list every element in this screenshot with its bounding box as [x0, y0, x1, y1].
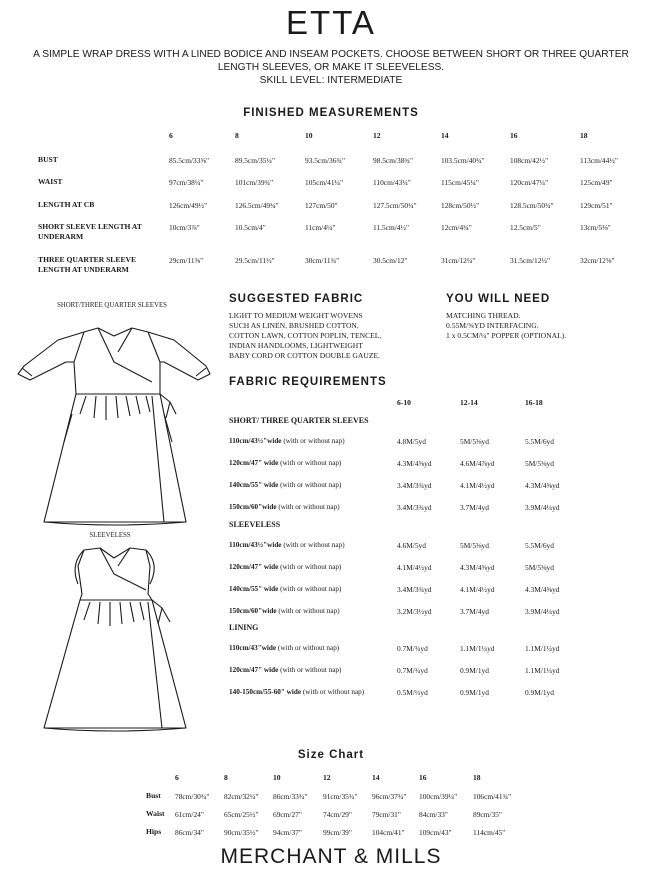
- fabric-amount: 4.3M/4⅝yd: [460, 563, 495, 572]
- fabric-amount: 0.9M/1yd: [460, 688, 489, 697]
- measurement-value: 128.5cm/50¾": [510, 201, 554, 210]
- measurement-value: 89.5cm/35¼": [235, 156, 275, 165]
- fabric-width: 110cm/43"wide: [229, 644, 277, 652]
- fabric-amount: 1.1M/1¼yd: [525, 666, 560, 675]
- measurement-value: 10.5cm/4": [235, 223, 266, 232]
- size-chart-value: 78cm/30¾": [175, 792, 210, 801]
- fabric-width-label: [229, 585, 341, 593]
- fabric-amount: 3.2M/3½yd: [397, 607, 432, 616]
- fabric-amount: 5M/5⅜yd: [460, 541, 489, 550]
- measurement-value: 127.5cm/50¼": [373, 201, 417, 210]
- measurement-value: 32cm/12⅝": [580, 256, 615, 265]
- measurement-value: 11cm/4¼": [305, 223, 336, 232]
- fabric-amount: 4.6M/4⅞yd: [460, 459, 495, 468]
- fabric-width: 120cm/47" wide: [229, 563, 279, 571]
- fabric-group-title: SLEEVELESS: [229, 520, 281, 529]
- measurement-value: 120cm/47¼": [510, 178, 549, 187]
- size-chart-value: 65cm/25½": [224, 810, 259, 819]
- size-header: 18: [473, 773, 481, 782]
- fabric-amount: 4.1M/4½yd: [460, 481, 495, 490]
- dress-sleeveless-illustration: [14, 544, 214, 734]
- fabric-group-title: SHORT/ THREE QUARTER SLEEVES: [229, 416, 369, 425]
- fabric-amount: 3.7M/4yd: [460, 607, 489, 616]
- fabric-amount: 4.6M/5yd: [397, 541, 426, 550]
- measurement-value: 105cm/41¼": [305, 178, 344, 187]
- fabric-line: SUCH AS LINEN, BRUSHED COTTON,: [229, 321, 359, 330]
- fabric-group-title: LINING: [229, 623, 259, 632]
- size-chart-value: 84cm/33": [419, 810, 448, 819]
- measurement-value: 30.5cm/12": [373, 256, 408, 265]
- fabric-line: INDIAN HANDLOOMS, LIGHTWEIGHT: [229, 341, 363, 350]
- fabric-width-label: [229, 688, 364, 696]
- fabric-width: 150cm/60"wide: [229, 607, 277, 615]
- fabric-width-label: [229, 481, 341, 489]
- measurement-value: 127cm/50": [305, 201, 338, 210]
- measurement-label: WAIST: [38, 177, 63, 186]
- size-chart-value: 99cm/39": [323, 828, 352, 837]
- size-header: 6: [175, 773, 179, 782]
- fabric-amount: 4.1M/4½yd: [397, 563, 432, 572]
- size-header: 16: [419, 773, 427, 782]
- fabric-amount: 0.7M/¾yd: [397, 666, 428, 675]
- nap-note: (with or without nap): [276, 644, 340, 652]
- size-chart-value: 106cm/41¾": [473, 792, 512, 801]
- size-range-header: 6-10: [397, 398, 411, 407]
- size-range-header: 12-14: [460, 398, 478, 407]
- fabric-amount: 3.4M/3¾yd: [397, 481, 432, 490]
- figure-label-sleeved: SHORT/THREE QUARTER SLEEVES: [57, 302, 167, 309]
- size-chart-value: 96cm/37¾": [372, 792, 407, 801]
- fabric-width-label: [229, 459, 341, 467]
- size-header: 18: [580, 131, 588, 140]
- measurement-value: 115cm/45¼": [441, 178, 479, 187]
- fabric-line: BABY CORD OR COTTON DOUBLE GAUZE.: [229, 351, 381, 360]
- figure-label-sleeveless: SLEEVELESS: [89, 532, 131, 539]
- measurement-value: 12cm/4¾": [441, 223, 472, 232]
- size-chart-value: 74cm/29": [323, 810, 352, 819]
- size-chart-value: 91cm/35¾": [323, 792, 358, 801]
- nap-note: (with or without nap): [278, 459, 342, 467]
- measurement-value: 113cm/44½": [580, 156, 618, 165]
- fabric-amount: 5M/5⅜yd: [525, 563, 554, 572]
- fabric-amount: 3.4M/3¾yd: [397, 503, 432, 512]
- fabric-amount: 5.5M/6yd: [525, 541, 554, 550]
- size-chart-label: Bust: [146, 791, 161, 800]
- measurement-label: THREE QUARTER SLEEVE LENGTH AT UNDERARM: [38, 255, 137, 274]
- fabric-amount: 4.3M/4⅝yd: [525, 585, 560, 594]
- size-header: 8: [224, 773, 228, 782]
- fabric-width: 150cm/60"wide: [229, 503, 277, 511]
- fabric-amount: 0.5M/½yd: [397, 688, 428, 697]
- fabric-width-label: [229, 644, 339, 652]
- measurement-value: 125cm/49": [580, 178, 613, 187]
- fabric-width-label: [229, 437, 345, 445]
- measurement-label: LENGTH AT CB: [38, 200, 95, 209]
- nap-note: (with or without nap): [278, 666, 342, 674]
- size-chart-value: 90cm/35½": [224, 828, 259, 837]
- nap-note: (with or without nap): [278, 563, 342, 571]
- fabric-width: 110cm/43½"wide: [229, 541, 282, 549]
- measurement-value: 29cm/11⅜": [169, 256, 204, 265]
- size-chart-value: 100cm/39¼": [419, 792, 458, 801]
- fabric-amount: 5.5M/6yd: [525, 437, 554, 446]
- size-chart-value: 79cm/31": [372, 810, 401, 819]
- size-header: 10: [305, 131, 313, 140]
- size-header: 14: [441, 131, 449, 140]
- dress-sleeved-illustration: [14, 322, 214, 530]
- measurement-label: BUST: [38, 155, 58, 164]
- description: [0, 48, 662, 87]
- measurement-value: 11.5cm/4½": [373, 223, 409, 232]
- fabric-amount: 3.4M/3¾yd: [397, 585, 432, 594]
- brand-logo: MERCHANT & MILLS: [220, 845, 442, 868]
- fabric-requirements-title: FABRIC REQUIREMENTS: [229, 376, 387, 388]
- measurement-value: 128cm/50½": [441, 201, 480, 210]
- measurement-value: 12.5cm/5": [510, 223, 541, 232]
- measurement-value: 93.5cm/36¾": [305, 156, 345, 165]
- fabric-amount: 5M/5⅜yd: [525, 459, 554, 468]
- size-chart-label: Hips: [146, 827, 162, 836]
- you-will-need-text: [446, 311, 566, 341]
- suggested-fabric-title: SUGGESTED FABRIC: [229, 293, 364, 305]
- size-chart-value: 94cm/37": [273, 828, 302, 837]
- fabric-amount: 4.1M/4½yd: [460, 585, 495, 594]
- size-chart-value: 114cm/45": [473, 828, 506, 837]
- size-header: 12: [323, 773, 331, 782]
- measurement-value: 103.5cm/40¾": [441, 156, 485, 165]
- measurement-value: 110cm/43¼": [373, 178, 411, 187]
- fabric-amount: 3.9M/4¼yd: [525, 607, 560, 616]
- fabric-amount: 4.8M/5yd: [397, 437, 426, 446]
- fabric-width-label: [229, 666, 341, 674]
- measurement-value: 129cm/51": [580, 201, 613, 210]
- fabric-width: 110cm/43½"wide: [229, 437, 282, 445]
- measurement-value: 126cm/49½": [169, 201, 208, 210]
- fabric-amount: 4.3M/4⅝yd: [397, 459, 432, 468]
- need-line: MATCHING THREAD.: [446, 311, 521, 320]
- fabric-amount: 1.1M/1¼yd: [460, 644, 495, 653]
- nap-note: (with or without nap): [281, 541, 345, 549]
- size-chart-value: 104cm/41": [372, 828, 405, 837]
- fabric-amount: 5M/5⅜yd: [460, 437, 489, 446]
- measurement-value: 126.5cm/49¾": [235, 201, 279, 210]
- size-header: 10: [273, 773, 281, 782]
- size-chart-value: 69cm/27": [273, 810, 302, 819]
- finished-measurements-title: FINISHED MEASUREMENTS: [243, 107, 419, 119]
- nap-note: (with or without nap): [281, 437, 345, 445]
- fabric-width: 140cm/55" wide: [229, 481, 279, 489]
- size-chart-title: Size Chart: [297, 749, 365, 761]
- fabric-width: 140cm/55" wide: [229, 585, 279, 593]
- suggested-fabric-text: [229, 311, 381, 361]
- measurement-value: 108cm/42½": [510, 156, 549, 165]
- size-chart-value: 109cm/43": [419, 828, 452, 837]
- size-header: 6: [169, 131, 173, 140]
- fabric-amount: 0.7M/¾yd: [397, 644, 428, 653]
- measurement-value: 31cm/12¼": [441, 256, 476, 265]
- measurement-value: 31.5cm/12½": [510, 256, 550, 265]
- fabric-amount: 0.9M/1yd: [460, 666, 489, 675]
- size-chart-value: 86cm/34": [175, 828, 204, 837]
- description-line-1: A SIMPLE WRAP DRESS WITH A LINED BODICE AND INSEAM POCKETS. CHOOSE BETWEEN SHORT OR THREE QUARTER: [33, 49, 629, 60]
- nap-note: (with or without nap): [278, 585, 342, 593]
- fabric-width: 140-150cm/55-60" wide: [229, 688, 302, 696]
- size-chart-value: 61cm/24": [175, 810, 204, 819]
- fabric-line: LIGHT TO MEDIUM WEIGHT WOVENS: [229, 311, 363, 320]
- nap-note: (with or without nap): [276, 607, 340, 615]
- skill-level: SKILL LEVEL: INTERMEDIATE: [259, 75, 403, 86]
- size-chart-value: 82cm/32¼": [224, 792, 259, 801]
- size-header: 12: [373, 131, 381, 140]
- page-title: ETTA: [286, 4, 376, 41]
- measurement-value: 85.5cm/33⅝": [169, 156, 209, 165]
- fabric-amount: 0.9M/1yd: [525, 688, 554, 697]
- size-chart-value: 89cm/35": [473, 810, 502, 819]
- fabric-width: 120cm/47" wide: [229, 666, 279, 674]
- fabric-amount: 4.3M/4⅝yd: [525, 481, 560, 490]
- nap-note: (with or without nap): [301, 688, 365, 696]
- description-line-2: LENGTH SLEEVES, OR MAKE IT SLEEVELESS.: [217, 62, 445, 73]
- size-header: 8: [235, 131, 239, 140]
- measurement-value: 29.5cm/11½": [235, 256, 275, 265]
- fabric-width-label: [229, 607, 340, 615]
- measurement-value: 98.5cm/38¾": [373, 156, 413, 165]
- fabric-width-label: [229, 541, 345, 549]
- need-line: 1 x 0.5CM/¼" POPPER (OPTIONAL).: [446, 331, 567, 340]
- size-chart-label: Waist: [146, 809, 165, 818]
- measurement-value: 13cm/5⅛": [580, 223, 611, 232]
- fabric-amount: 3.7M/4yd: [460, 503, 489, 512]
- size-chart-value: 86cm/33¾": [273, 792, 308, 801]
- fabric-width-label: [229, 563, 341, 571]
- measurement-value: 97cm/38¼": [169, 178, 204, 187]
- need-line: 0.55M/⅝YD INTERFACING.: [446, 321, 539, 330]
- fabric-amount: 3.9M/4¼yd: [525, 503, 560, 512]
- fabric-amount: 1.1M/1¼yd: [525, 644, 560, 653]
- measurement-label: SHORT SLEEVE LENGTH AT UNDERARM: [38, 222, 142, 241]
- fabric-line: COTTON LAWN, COTTON POPLIN, TENCEL,: [229, 331, 382, 340]
- nap-note: (with or without nap): [276, 503, 340, 511]
- nap-note: (with or without nap): [278, 481, 342, 489]
- fabric-width-label: [229, 503, 340, 511]
- measurement-value: 10cm/3⅞": [169, 223, 200, 232]
- measurement-value: 101cm/39¾": [235, 178, 274, 187]
- you-will-need-title: YOU WILL NEED: [446, 293, 551, 305]
- measurement-value: 30cm/11¾": [305, 256, 340, 265]
- size-range-header: 16-18: [525, 398, 543, 407]
- size-header: 16: [510, 131, 518, 140]
- fabric-width: 120cm/47" wide: [229, 459, 279, 467]
- size-header: 14: [372, 773, 380, 782]
